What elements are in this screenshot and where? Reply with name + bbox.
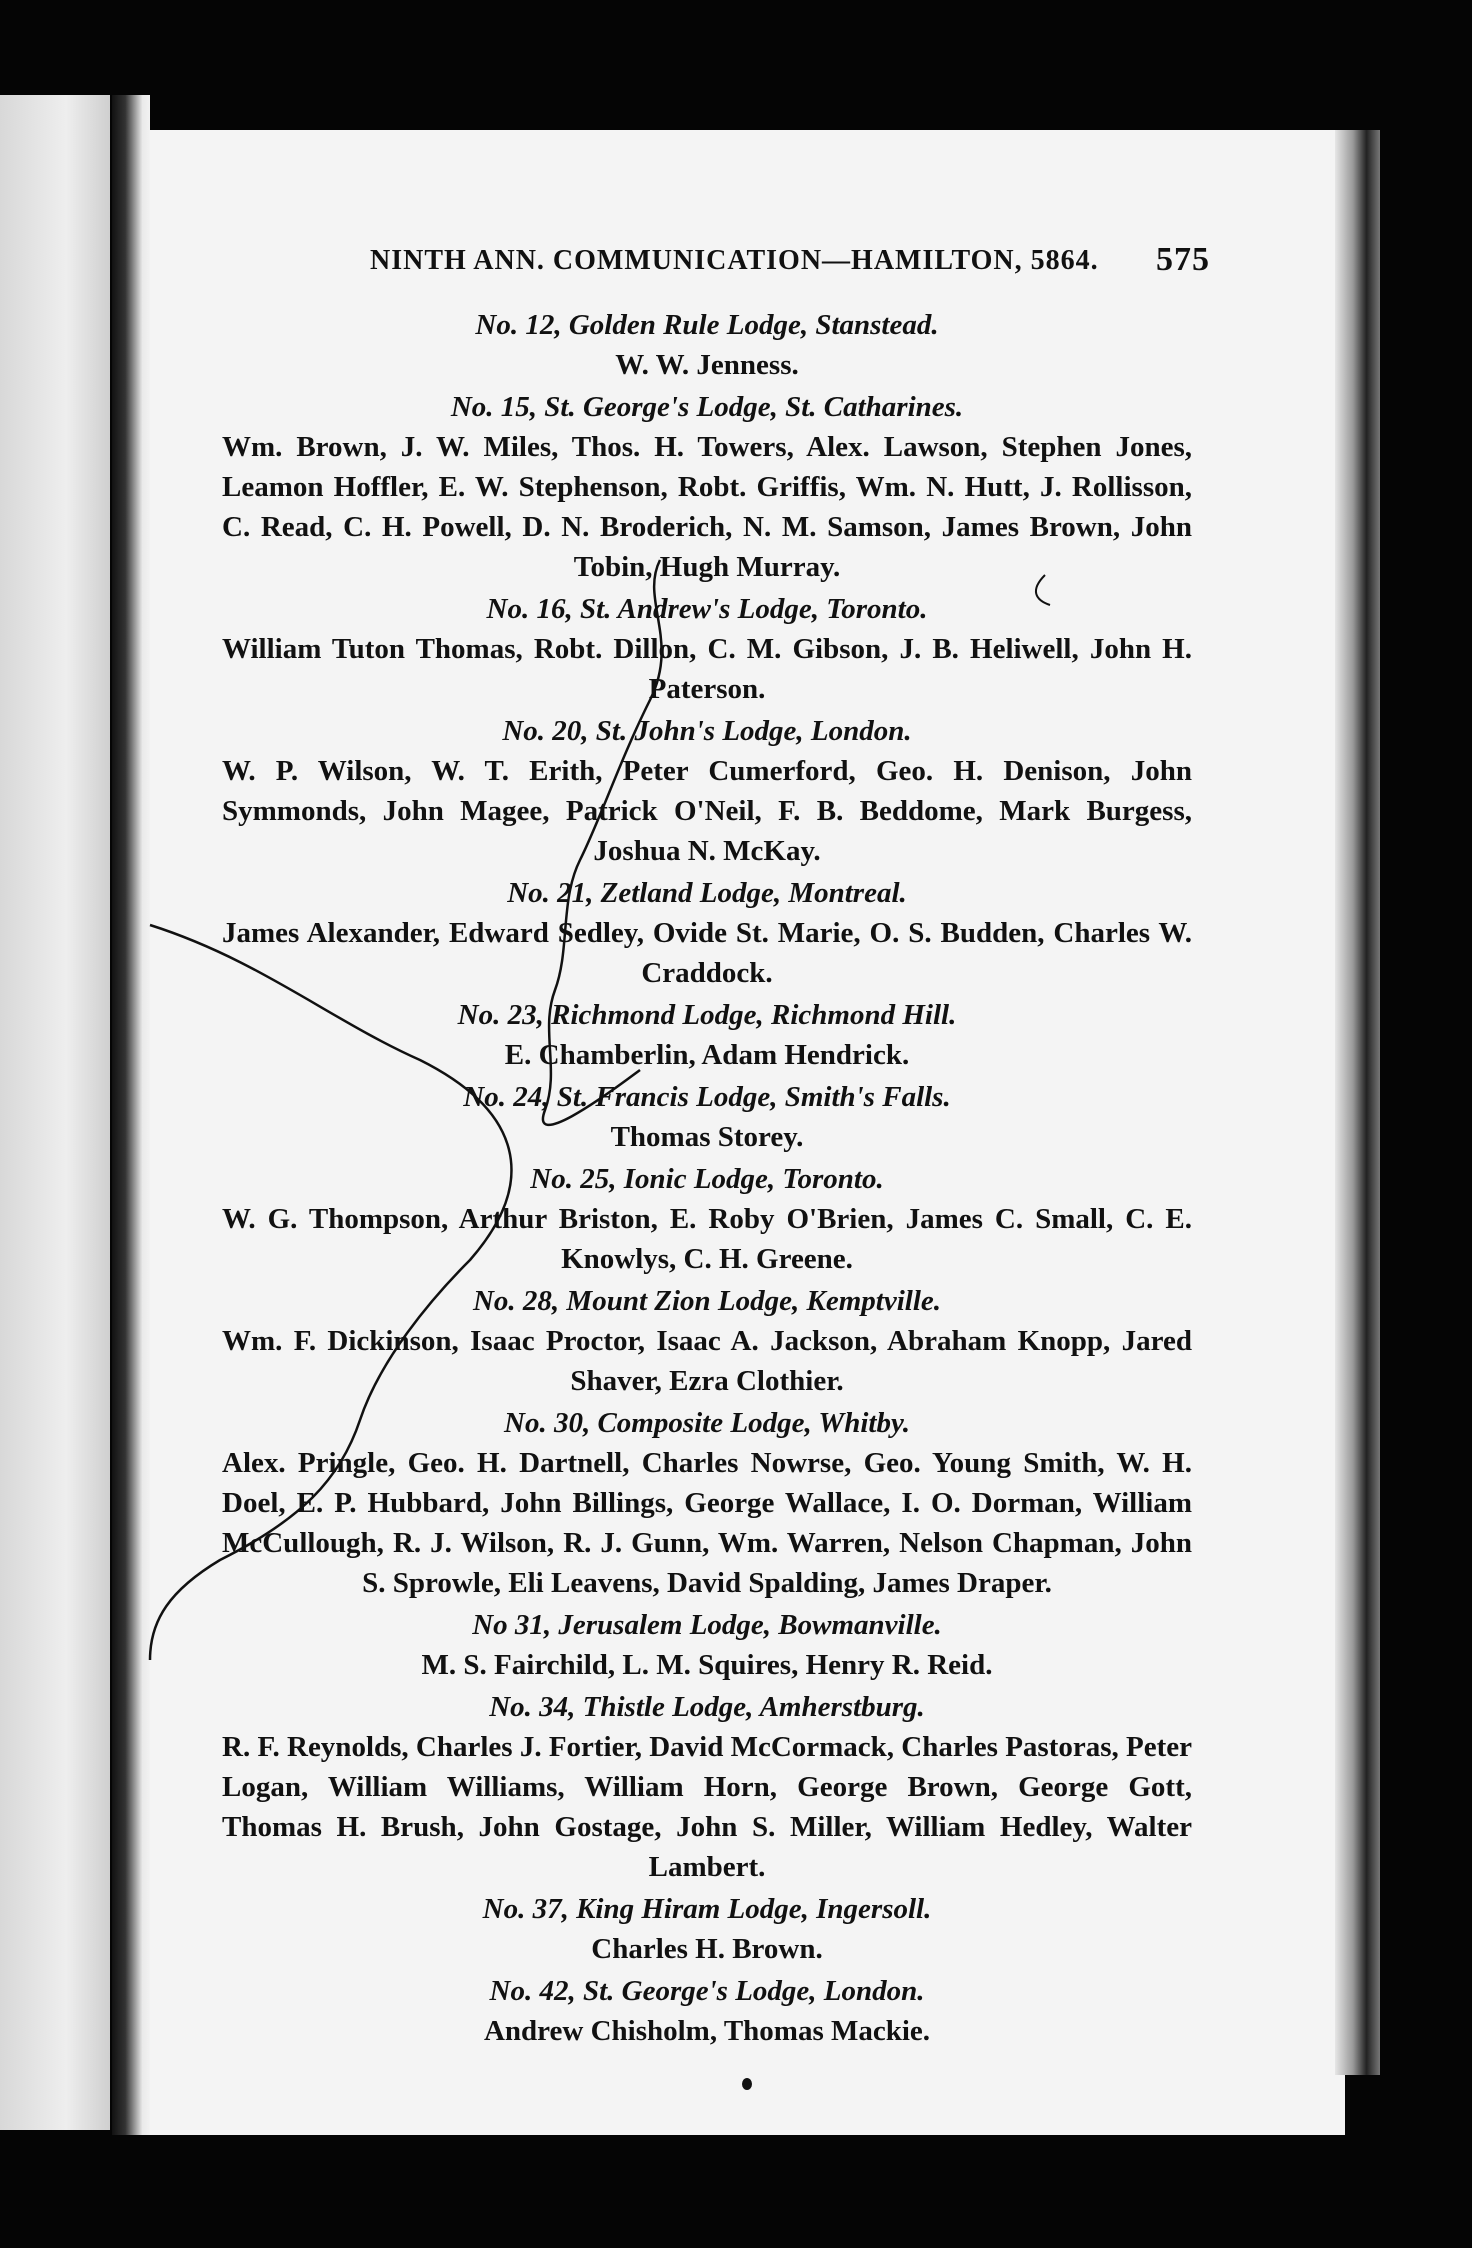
lodge-entry: [222, 995, 1192, 1075]
lodge-members: Wm. Brown, J. W. Miles, Thos. H. Towers, Alex. Lawson, Stephen Jones, Leamon Hoffler, E. W. Stephenson, Robt. Griffis, Wm. N. Hutt, J. Rollisson, C. Read, C. H. Powell, D. N. Broderich, N. M. Samson, James Brown, John Tobin, Hugh Murray.: [222, 431, 1192, 583]
lodge-members: Andrew Chisholm, Thomas Mackie.: [483, 2015, 931, 2047]
lodge-members: Wm. F. Dickinson, Isaac Proctor, Isaac A. Jackson, Abraham Knopp, Jared Shaver, Ezra Clothier.: [222, 1325, 1192, 1397]
page-number: 575: [1156, 241, 1210, 278]
facing-page-edge: [0, 95, 110, 2130]
lodge-heading: No. 24, St. Francis Lodge, Smith's Falls.: [463, 1081, 951, 1113]
lodge-heading: No. 30, Composite Lodge, Whitby.: [504, 1407, 910, 1439]
lodge-entry: [222, 711, 1192, 871]
lodge-members: Charles H. Brown.: [591, 1933, 823, 1965]
lodge-entry: [222, 1281, 1192, 1401]
lodge-heading: No. 20, St. John's Lodge, London.: [502, 715, 912, 747]
lodge-entry: [222, 387, 1192, 587]
page-edge-shadow: [1335, 130, 1380, 2075]
lodge-heading: No. 16, St. Andrew's Lodge, Toronto.: [486, 593, 928, 625]
lodge-heading: No. 15, St. George's Lodge, St. Catharines.: [450, 391, 964, 423]
running-header: [370, 241, 1210, 278]
lodge-entry: [222, 1889, 1192, 1969]
lodge-list: [222, 305, 1192, 2053]
lodge-members: James Alexander, Edward Sedley, Ovide St. Marie, O. S. Budden, Charles W. Craddock.: [222, 917, 1192, 989]
lodge-entry: [222, 1687, 1192, 1887]
book-gutter: [112, 95, 150, 2135]
lodge-members: W. G. Thompson, Arthur Briston, E. Roby O'Brien, James C. Small, C. E. Knowlys, C. H. Greene.: [222, 1203, 1192, 1275]
lodge-members: William Tuton Thomas, Robt. Dillon, C. M. Gibson, J. B. Heliwell, John H. Paterson.: [222, 633, 1192, 705]
lodge-entry: [222, 305, 1192, 385]
lodge-heading: No. 21, Zetland Lodge, Montreal.: [507, 877, 907, 909]
lodge-members: W. W. Jenness.: [615, 349, 799, 381]
lodge-heading: No. 28, Mount Zion Lodge, Kemptville.: [472, 1285, 942, 1317]
lodge-members: E. Chamberlin, Adam Hendrick.: [504, 1039, 910, 1071]
lodge-entry: [222, 1159, 1192, 1279]
lodge-heading: No. 42, St. George's Lodge, London.: [489, 1975, 925, 2007]
lodge-members: M. S. Fairchild, L. M. Squires, Henry R. Reid.: [421, 1649, 993, 1681]
lodge-entry: [222, 1403, 1192, 1603]
lodge-members: W. P. Wilson, W. T. Erith, Peter Cumerford, Geo. H. Denison, John Symmonds, John Magee, Patrick O'Neil, F. B. Beddome, Mark Burgess, Joshua N. McKay.: [222, 755, 1192, 867]
running-title: NINTH ANN. COMMUNICATION—HAMILTON, 5864.: [370, 245, 1099, 276]
lodge-heading: No. 23, Richmond Lodge, Richmond Hill.: [457, 999, 957, 1031]
lodge-members: Thomas Storey.: [610, 1121, 804, 1153]
lodge-heading: No 31, Jerusalem Lodge, Bowmanville.: [472, 1609, 942, 1641]
lodge-heading: No. 34, Thistle Lodge, Amherstburg.: [489, 1691, 925, 1723]
lodge-entry: [222, 873, 1192, 993]
ink-spot: [742, 2078, 752, 2090]
lodge-entry: [222, 1971, 1192, 2051]
lodge-heading: No. 25, Ionic Lodge, Toronto.: [530, 1163, 884, 1195]
lodge-members: R. F. Reynolds, Charles J. Fortier, David McCormack, Charles Pastoras, Peter Logan, William Williams, William Horn, George Brown, George Gott, Thomas H. Brush, John Gostage, John S. Miller, William Hedley, Walter Lambert.: [222, 1731, 1192, 1883]
lodge-members: Alex. Pringle, Geo. H. Dartnell, Charles Nowrse, Geo. Young Smith, W. H. Doel, E. P. Hubbard, John Billings, George Wallace, I. O. Dorman, William McCullough, R. J. Wilson, R. J. Gunn, Wm. Warren, Nelson Chapman, John S. Sprowle, Eli Leavens, David Spalding, James Draper.: [222, 1447, 1192, 1599]
lodge-entry: [222, 589, 1192, 709]
lodge-heading: No. 37, King Hiram Lodge, Ingersoll.: [482, 1893, 932, 1925]
lodge-heading: No. 12, Golden Rule Lodge, Stanstead.: [475, 309, 939, 341]
lodge-entry: [222, 1605, 1192, 1685]
lodge-entry: [222, 1077, 1192, 1157]
